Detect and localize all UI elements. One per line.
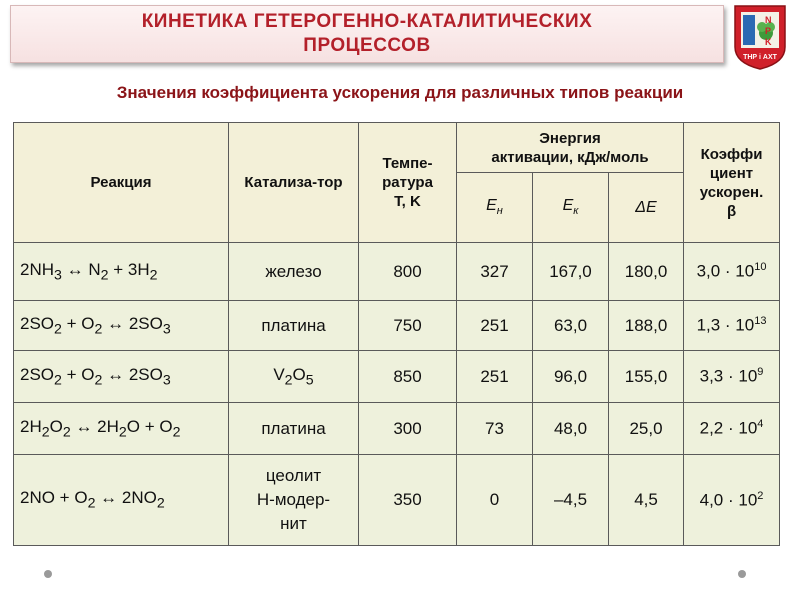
catalyst-cell: платина (229, 403, 359, 455)
svg-text:K: K (765, 37, 772, 47)
header-coef-l3: ускорен. (699, 183, 764, 201)
ek-cell: 96,0 (533, 351, 609, 403)
table-caption: Значения коэффициента ускорения для различных типов реакции (116, 83, 684, 102)
temperature-cell: 750 (359, 301, 457, 351)
reaction-cell: $2SO_2 + O_2$ ↔ $2SO_3$ (14, 301, 229, 351)
ek-cell: –4,5 (533, 455, 609, 546)
university-crest-icon (732, 3, 788, 71)
acceleration-coefficient-table (13, 122, 780, 546)
header-en: $E_н$ (457, 173, 533, 243)
catalyst-cell: $V_2O_5$ (229, 351, 359, 403)
de-cell: 4,5 (609, 455, 684, 546)
coef-cell: $1,3 \cdot 10^{13}$ (684, 301, 780, 351)
catalyst-line: нит (280, 514, 307, 533)
header-temperature-l1: Темпе- (382, 155, 433, 172)
header-activation-energy (457, 123, 684, 173)
svg-text:N: N (765, 15, 772, 25)
header-temperature-l2: ратура (382, 174, 433, 191)
title-banner (10, 5, 724, 63)
de-cell: 188,0 (609, 301, 684, 351)
reaction-cell: $2SO_2 + O_2$ ↔ $2SO_3$ (14, 351, 229, 403)
header-coef-l4: β (726, 202, 737, 220)
reaction-cell: $2NH_3$ ↔ $N_2 + 3H_2$ (14, 243, 229, 301)
slide-decoration-dot-right (738, 570, 746, 578)
en-cell: 327 (457, 243, 533, 301)
ek-cell: 167,0 (533, 243, 609, 301)
ek-cell: 48,0 (533, 403, 609, 455)
header-coef-l2: циент (709, 164, 754, 182)
table-row (14, 243, 780, 301)
header-temperature (359, 123, 457, 243)
en-cell: 251 (457, 301, 533, 351)
coef-cell: $2,2 \cdot 10^4$ (684, 403, 780, 455)
temperature-cell: 850 (359, 351, 457, 403)
table-row (14, 455, 780, 546)
page-title-line1: КИНЕТИКА ГЕТЕРОГЕННО-КАТАЛИТИЧЕСКИХ (141, 11, 593, 32)
catalyst-cell: железо (229, 243, 359, 301)
de-cell: 25,0 (609, 403, 684, 455)
header-coefficient (684, 123, 780, 243)
header-catalyst: Катализа-тор (229, 123, 359, 243)
reaction-cell: $2H_2O_2$ ↔ $2H_2O + O_2$ (14, 403, 229, 455)
catalyst-line: цеолит (265, 466, 322, 485)
reaction-cell: $2NO + O_2$ ↔ $2NO_2$ (14, 455, 229, 546)
coef-cell: $3,0 \cdot 10^{10}$ (684, 243, 780, 301)
header-coef-l1: Коэффи (700, 145, 763, 163)
table-row (14, 301, 780, 351)
de-cell: 155,0 (609, 351, 684, 403)
coef-cell: $4,0 \cdot 10^2$ (684, 455, 780, 546)
de-cell: 180,0 (609, 243, 684, 301)
header-de: ΔE (609, 173, 684, 243)
catalyst-cell (229, 455, 359, 546)
svg-text:P: P (765, 26, 772, 36)
header-energy-l1: Энергия (539, 129, 601, 147)
temperature-cell: 300 (359, 403, 457, 455)
header-energy-l2: активации, кДж/моль (491, 148, 649, 166)
temperature-cell: 350 (359, 455, 457, 546)
en-cell: 0 (457, 455, 533, 546)
catalyst-cell: платина (229, 301, 359, 351)
table-row (14, 351, 780, 403)
header-reaction: Реакция (14, 123, 229, 243)
slide-decoration-dot-left (44, 570, 52, 578)
header-ek: $E_к$ (533, 173, 609, 243)
svg-text:ТНР і АХТ: ТНР і АХТ (743, 54, 777, 61)
coef-cell: $3,3 \cdot 10^9$ (684, 351, 780, 403)
table-row (14, 403, 780, 455)
en-cell: 73 (457, 403, 533, 455)
catalyst-line: Н-модер- (256, 490, 331, 509)
en-cell: 251 (457, 351, 533, 403)
temperature-cell: 800 (359, 243, 457, 301)
header-temperature-l3: T, K (394, 193, 421, 210)
ek-cell: 63,0 (533, 301, 609, 351)
page-title-line2: ПРОЦЕССОВ (303, 35, 431, 56)
